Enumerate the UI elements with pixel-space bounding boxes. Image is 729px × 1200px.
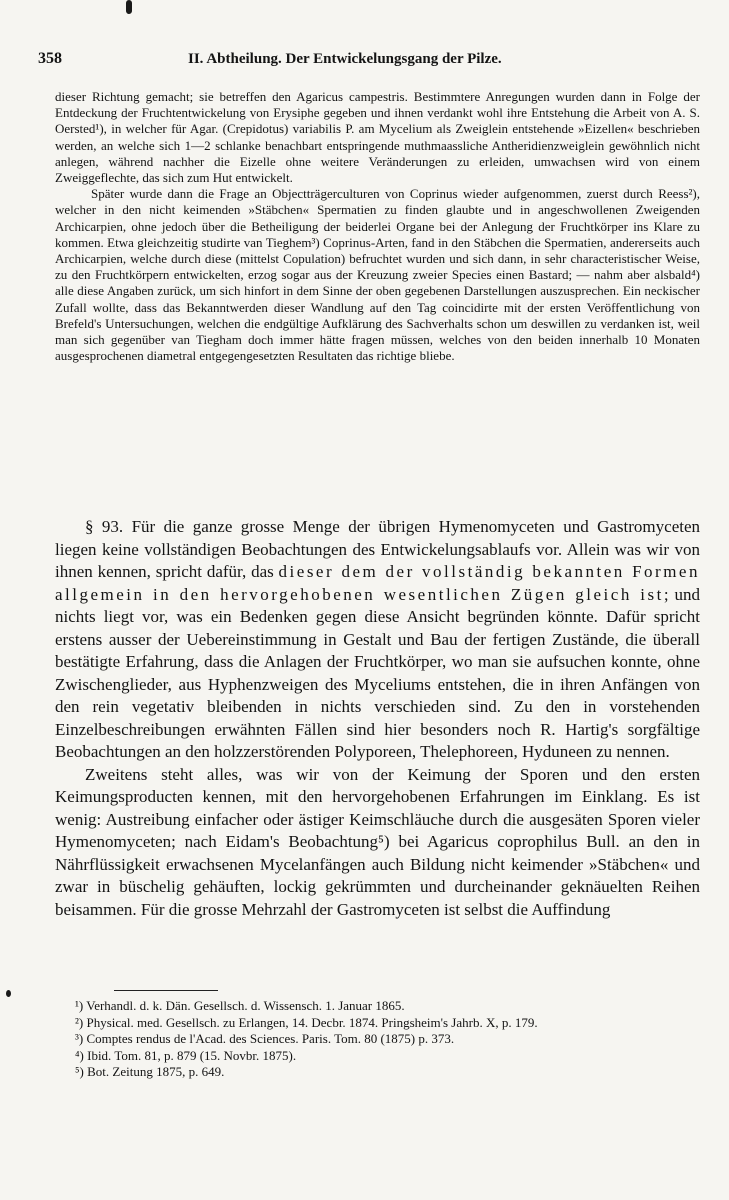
section-text-a: Für die ganze grosse Menge der übrigen Hymenomyceten und Gastromyceten liegen keine vollständigen Beobachtungen des Entwickelungsablaufs vor. Allein was wir von ihnen kennen, spricht dafür, das	[55, 517, 701, 581]
page-header	[38, 50, 698, 72]
footnote-4: ⁴) Ibid. Tom. 81, p. 879 (15. Novbr. 1875).	[75, 1047, 297, 1063]
section-paragraph-1	[55, 516, 700, 764]
footnote-3: ³) Comptes rendus de l'Acad. des Sciences. Paris. Tom. 80 (1875) p. 373.	[75, 1031, 455, 1047]
footnote-2: ²) Physical. med. Gesellsch. zu Erlangen, 14. Decbr. 1874. Pringsheim's Jahrb. X, p. 179.	[75, 1014, 538, 1030]
small-print-block	[55, 89, 700, 364]
section-number: § 93.	[85, 517, 124, 536]
running-title: II. Abtheilung. Der Entwickelungsgang der Pilze.	[188, 51, 502, 67]
ink-speck	[6, 990, 11, 997]
footnote-rule	[114, 990, 218, 991]
footnote-1: ¹) Verhandl. d. k. Dän. Gesellsch. d. Wissensch. 1. Januar 1865.	[75, 998, 405, 1013]
section-93	[55, 516, 700, 921]
section-paragraph-2: Zweitens steht alles, was wir von der Keimung der Sporen und den ersten Keimungsproducten kennen, mit den hervorgehobenen Erfahrungen im Einklang. Es ist wenig: Austreibung einfacher oder ästiger Keimschläuche durch die ausgesäten Sporen vieler Hymenomyceten; nach Eidam's Beobachtung⁵) bei Agaricus coprophilus Bull. an den in Nährflüssigkeit erwachsenen Mycelanfängen auch Bildung nicht keimender »Stäbchen« und zwar in büschelig gehäuften, lockig gekrümmten und durcheinander geknäuelten Reihen beisammen. Für die grosse Mehrzahl der Gastromyceten ist selbst die Auffindung	[55, 764, 700, 919]
section-text-b: ; und nichts liegt vor, was ein Bedenken gegen diese Ansicht begründen könnte. Dafür spricht erstens ausser der Uebereinstimmung in Gestalt und Bau der fertigen Zustände, die überall bestätigte Erfahrung, dass die Anlagen der Fruchtkörper, wo man sie aufsuchen konnte, ohne Zwischenglieder, aus Hyphenzweigen des Myceliums entstehen, die in ihren Anfängen von den rein vegetativ bleibenden in nichts verschieden sind. Zu den in vorstehenden Einzelbeschreibungen erwähnten Fällen sind hier besonders noch R. Hartig's sorgfältige Beobachtungen an den holzzerstörenden Polyporeen, Thelephoreen, Hyduneen zu nennen.	[55, 584, 700, 761]
ink-speck	[126, 0, 132, 14]
small-paragraph-2: Später wurde dann die Frage an Objectträgerculturen von Coprinus wieder aufgenommen, zuerst durch Reess²), welcher in den nicht keimenden »Stäbchen« Spermatien zu finden glaubte und in angeschwollenen Zweigenden Archicarpien, ohne jedoch über die Betheiligung der beiderlei Organe bei der Anlegung der Fruchtkörper ins Klare zu kommen. Etwa gleichzeitig studirte van Tieghem³) Coprinus-Arten, fand in den Stäbchen die Spermatien, andererseits auch Archicarpien, welche durch diese (mittelst Copulation) befruchtet wurden und sich dann, in sehr characteristischer Weise, zu den Fruchtkörpern entwickelten, erzog sogar aus der Kreuzung zweier Species einen Bastard; — nahm aber alsbald⁴) alle diese Angaben zurück, um sich hinfort in dem Sinne der oben gegebenen Darstellungen auszusprechen. Ein neckischer Zufall wollte, dass das Bekanntwerden dieser Wandlung auf den Tag coincidirte mit der ersten Veröffentlichung von Brefeld's Untersuchungen, welchen die endgültige Aufklärung des Sachverhalts schon um deswillen zu verdanken ist, weil man sich gegenüber van Tiegham doch immer hätte fragen müssen, welches von den beiden innerhalb 10 Monaten ausgesprochenen diametral entgegengesetzten Resultaten das richtige bliebe.	[55, 186, 700, 364]
small-paragraph-1: dieser Richtung gemacht; sie betreffen den Agaricus campestris. Bestimmtere Anregungen wurden dann in Folge der Entdeckung der Fruchtentwickelung von Erysiphe gegeben und ihnen verdankt wohl ihre Entstehung die Arbeit von A. S. Oersted¹), in welcher für Agar. (Crepidotus) variabilis P. am Mycelium als Zweiglein entstehende »Eizellen« beschrieben werden, an welche sich 1—2 schlanke benachbart entspringende muthmaassliche Antheridienzweiglein gewöhnlich nicht anlegen, während nachher die Eizelle ohne weitere Veränderungen zu erleiden, umwachsen wird von einem Zweiggeflechte, das sich zum Hut entwickelt.	[55, 89, 700, 186]
section-spaced-emphasis: dieser dem der vollständig bekannten Formen allgemein in den hervorgehobenen wesentlichen Zügen gleich ist	[55, 562, 700, 604]
footnotes	[55, 998, 700, 1081]
page-number: 358	[38, 50, 62, 67]
footnote-5: ⁵) Bot. Zeitung 1875, p. 649.	[75, 1064, 225, 1080]
